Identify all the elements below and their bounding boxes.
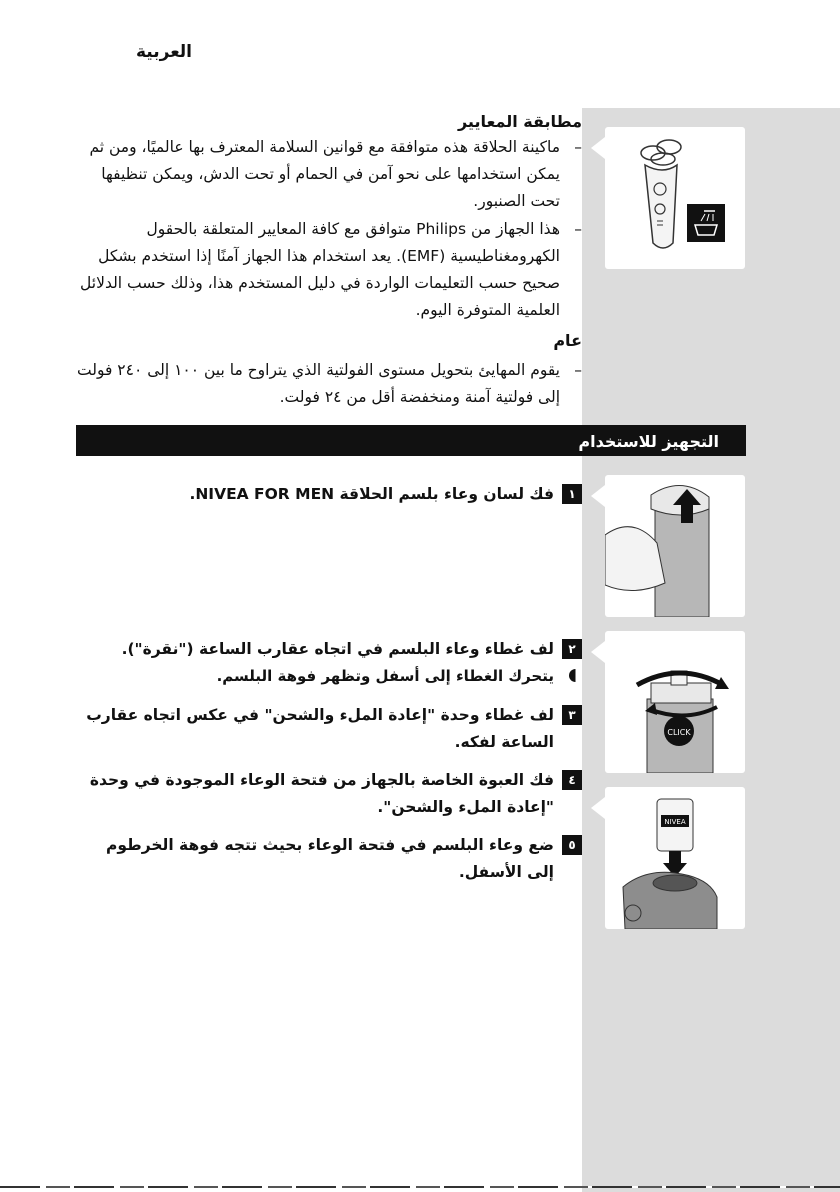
click-label: CLICK xyxy=(667,728,691,737)
bottle-label: NIVEA xyxy=(664,818,686,826)
step-number-2: ٢ xyxy=(562,639,582,659)
insert-cartridge-illustration-panel xyxy=(605,787,745,929)
general-bullet-1: – يقوم المهايئ بتحويل مستوى الفولتية الذي يتراوح ما بين ١٠٠ إلى ٢٤٠ فولت إلى فولتية آمنة ومنخفضة أقل من ٢٤ فولت. xyxy=(77,361,582,406)
step-number-4: ٤ xyxy=(562,770,582,790)
step-2-result-text: يتحرك الغطاء إلى أسفل وتظهر فوهة البلسم. xyxy=(216,667,554,685)
standards-bullet-1: – ماكينة الحلاقة هذه متوافقة مع قوانين السلامة المعترف بها عالميًا، ومن ثم يمكن استخدامها على نحو آمن في الحمام أو تحت الدش، ويمكن تنظيفها تحت الصنبور. xyxy=(89,138,582,210)
standards-heading: مطابقة المعايير xyxy=(457,112,582,131)
rotate-cap-illustration xyxy=(605,631,745,773)
section-title-bar: التجهيز للاستخدام xyxy=(76,425,746,456)
tab-removal-illustration-panel xyxy=(605,475,745,617)
footer-rule xyxy=(0,1186,840,1188)
step-1-text: فك لسان وعاء بلسم الحلاقة NIVEA FOR MEN. xyxy=(189,485,554,503)
language-label: العربية xyxy=(135,42,192,62)
tab-removal-illustration xyxy=(605,475,745,617)
step-number-5: ٥ xyxy=(562,835,582,855)
step-4-text: فك العبوة الخاصة بالجهاز من فتحة الوعاء الموجودة في وحدة "إعادة الملء والشحن". xyxy=(89,771,554,816)
step-number-3: ٣ xyxy=(562,705,582,725)
step-3-text: لف غطاء وحدة "إعادة الملء والشحن" في عكس اتجاه عقارب الساعة لفكه. xyxy=(86,706,554,751)
step-5-text: ضع وعاء البلسم في فتحة الوعاء بحيث تتجه فوهة الخرطوم إلى الأسفل. xyxy=(106,836,554,881)
step-2-text: لف غطاء وعاء البلسم في اتجاه عقارب الساعة ("نقرة"). xyxy=(121,640,554,658)
shaver-illustration xyxy=(605,127,745,269)
step-number-1: ١ xyxy=(562,484,582,504)
insert-cartridge-illustration xyxy=(605,787,745,929)
general-heading: عام xyxy=(553,331,582,350)
rotate-cap-illustration-panel xyxy=(605,631,745,773)
standards-bullet-2: – هذا الجهاز من Philips متوافق مع كافة المعايير المتعلقة بالحقول الكهرومغناطيسية (EMF). يعد استخدام هذا الجهاز آمنًا إذا استخدم بشكل صحيح حسب التعليمات الواردة في دليل المستخدم هذا، وذلك حسب الدلائل العلمية المتوفرة اليوم. xyxy=(80,220,582,319)
result-indicator-icon xyxy=(569,669,582,682)
shaver-illustration-panel xyxy=(605,127,745,269)
